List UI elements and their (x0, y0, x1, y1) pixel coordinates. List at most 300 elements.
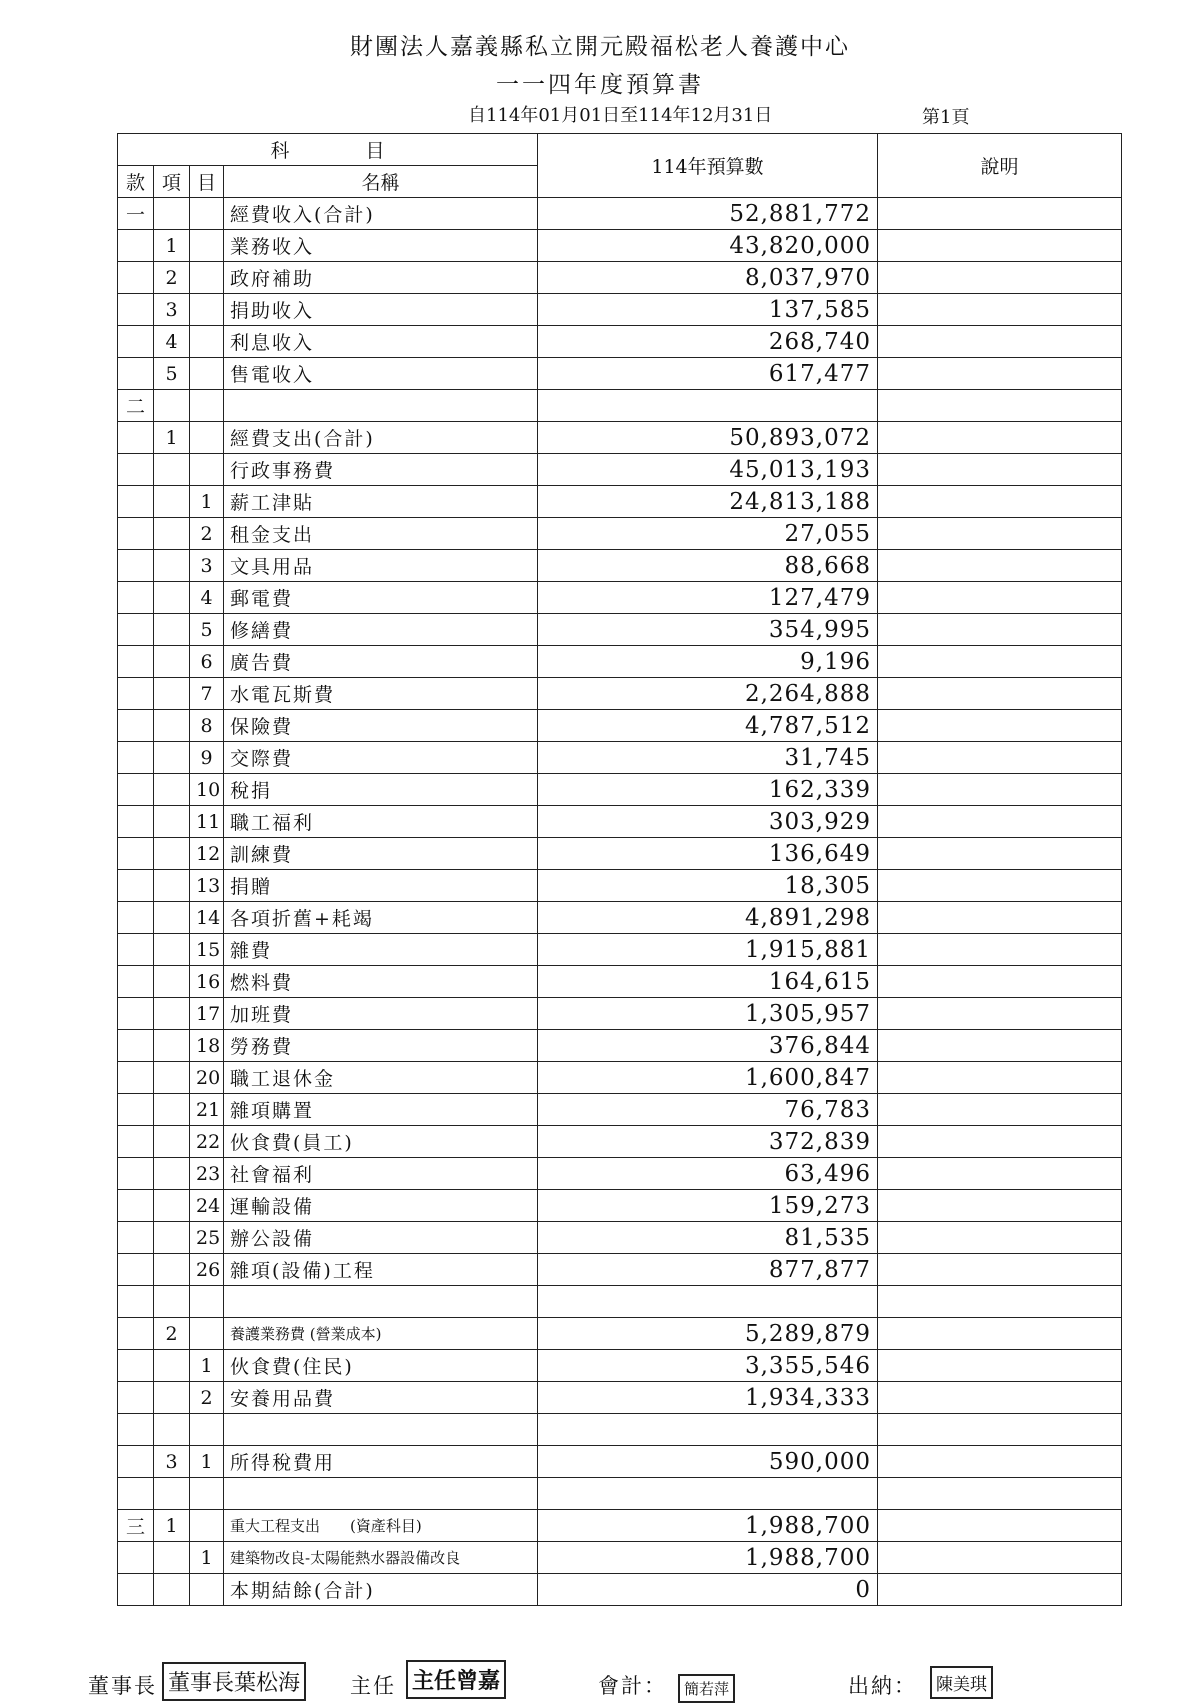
amount-cell: 81,535 (538, 1222, 878, 1254)
kuan-cell (118, 1126, 154, 1158)
kuan-cell (118, 646, 154, 678)
table-header-row-1 (118, 134, 1122, 166)
mu-cell: 24 (190, 1190, 224, 1222)
kuan-cell (118, 422, 154, 454)
amount-cell (538, 390, 878, 422)
note-cell (878, 678, 1122, 710)
note-cell (878, 742, 1122, 774)
amount-cell: 5,289,879 (538, 1318, 878, 1350)
mu-cell (190, 358, 224, 390)
xiang-cell (154, 390, 190, 422)
note-cell (878, 1126, 1122, 1158)
note-cell (878, 1190, 1122, 1222)
amount-cell: 137,585 (538, 294, 878, 326)
subject-header: 科 目 (118, 134, 538, 166)
name-cell: 利息收入 (224, 326, 538, 358)
name-cell: 所得稅費用 (224, 1446, 538, 1478)
xiang-header: 項 (154, 166, 190, 198)
table-row (118, 646, 1122, 678)
xiang-cell (154, 934, 190, 966)
mu-cell (190, 262, 224, 294)
xiang-cell (154, 1542, 190, 1574)
amount-cell (538, 1414, 878, 1446)
chairman-stamp: 董事長葉松海 (162, 1662, 306, 1701)
name-cell: 建築物改良-太陽能熱水器設備改良 (224, 1542, 538, 1574)
name-cell: 社會福利 (224, 1158, 538, 1190)
kuan-cell (118, 1414, 154, 1446)
table-row (118, 486, 1122, 518)
mu-cell: 16 (190, 966, 224, 998)
amount-cell: 31,745 (538, 742, 878, 774)
xiang-cell (154, 198, 190, 230)
name-cell: 修繕費 (224, 614, 538, 646)
mu-cell: 9 (190, 742, 224, 774)
name-cell: 租金支出 (224, 518, 538, 550)
table-row (118, 422, 1122, 454)
name-cell: 雜項購置 (224, 1094, 538, 1126)
note-cell (878, 198, 1122, 230)
amount-cell: 1,305,957 (538, 998, 878, 1030)
note-cell (878, 1158, 1122, 1190)
mu-cell: 1 (190, 1542, 224, 1574)
organization-title: 財團法人嘉義縣私立開元殿福松老人養護中心 (350, 34, 850, 60)
table-row (118, 454, 1122, 486)
name-cell: 水電瓦斯費 (224, 678, 538, 710)
note-cell (878, 1286, 1122, 1318)
kuan-cell: 一 (118, 198, 154, 230)
mu-cell: 26 (190, 1254, 224, 1286)
xiang-cell (154, 1062, 190, 1094)
xiang-cell: 1 (154, 1510, 190, 1542)
amount-cell: 268,740 (538, 326, 878, 358)
kuan-cell: 三 (118, 1510, 154, 1542)
mu-cell (190, 326, 224, 358)
kuan-cell (118, 1094, 154, 1126)
kuan-cell (118, 582, 154, 614)
xiang-cell (154, 646, 190, 678)
kuan-cell (118, 454, 154, 486)
kuan-cell (118, 1158, 154, 1190)
amount-cell: 1,988,700 (538, 1542, 878, 1574)
table-row (118, 934, 1122, 966)
amount-cell: 45,013,193 (538, 454, 878, 486)
note-cell (878, 1574, 1122, 1606)
note-cell (878, 1254, 1122, 1286)
name-cell: 交際費 (224, 742, 538, 774)
note-cell (878, 838, 1122, 870)
xiang-cell (154, 1414, 190, 1446)
amount-cell: 1,600,847 (538, 1062, 878, 1094)
amount-cell: 27,055 (538, 518, 878, 550)
note-cell (878, 1094, 1122, 1126)
mu-cell: 7 (190, 678, 224, 710)
table-row (118, 902, 1122, 934)
note-cell (878, 1478, 1122, 1510)
note-cell (878, 998, 1122, 1030)
name-cell: 雜項(設備)工程 (224, 1254, 538, 1286)
mu-cell (190, 1574, 224, 1606)
table-row (118, 1286, 1122, 1318)
kuan-cell (118, 1318, 154, 1350)
amount-cell: 24,813,188 (538, 486, 878, 518)
xiang-cell: 2 (154, 262, 190, 294)
note-cell (878, 870, 1122, 902)
table-row (118, 1190, 1122, 1222)
kuan-cell (118, 1190, 154, 1222)
mu-cell: 4 (190, 582, 224, 614)
kuan-cell (118, 1254, 154, 1286)
mu-cell: 13 (190, 870, 224, 902)
table-row (118, 1094, 1122, 1126)
name-cell (224, 1414, 538, 1446)
table-row (118, 390, 1122, 422)
name-cell: 稅捐 (224, 774, 538, 806)
xiang-cell: 3 (154, 1446, 190, 1478)
kuan-cell (118, 966, 154, 998)
table-row (118, 678, 1122, 710)
mu-cell: 11 (190, 806, 224, 838)
xiang-cell (154, 454, 190, 486)
mu-cell: 3 (190, 550, 224, 582)
amount-cell: 18,305 (538, 870, 878, 902)
table-row (118, 1030, 1122, 1062)
chairman-label: 董事長 (88, 1674, 157, 1698)
name-cell: 伙食費(住民) (224, 1350, 538, 1382)
document-title: 一一四年度預算書 (496, 72, 704, 98)
kuan-cell (118, 486, 154, 518)
table-row (118, 870, 1122, 902)
xiang-cell: 5 (154, 358, 190, 390)
kuan-cell (118, 838, 154, 870)
xiang-cell: 1 (154, 230, 190, 262)
table-row (118, 1126, 1122, 1158)
table-row (118, 1478, 1122, 1510)
name-cell (224, 1286, 538, 1318)
name-cell: 伙食費(員工) (224, 1126, 538, 1158)
xiang-cell (154, 774, 190, 806)
mu-cell: 23 (190, 1158, 224, 1190)
name-cell: 養護業務費 (營業成本) (224, 1318, 538, 1350)
amount-cell: 617,477 (538, 358, 878, 390)
mu-cell: 5 (190, 614, 224, 646)
table-row (118, 1510, 1122, 1542)
kuan-cell (118, 902, 154, 934)
xiang-cell (154, 550, 190, 582)
xiang-cell (154, 678, 190, 710)
mu-cell: 18 (190, 1030, 224, 1062)
mu-header: 目 (190, 166, 224, 198)
note-cell (878, 358, 1122, 390)
mu-cell: 25 (190, 1222, 224, 1254)
name-cell: 職工福利 (224, 806, 538, 838)
amount-cell: 63,496 (538, 1158, 878, 1190)
table-row (118, 358, 1122, 390)
amount-cell: 88,668 (538, 550, 878, 582)
xiang-cell (154, 614, 190, 646)
amount-cell (538, 1286, 878, 1318)
cashier-label: 出納： (848, 1674, 917, 1698)
note-cell (878, 614, 1122, 646)
director-label: 主任 (350, 1674, 396, 1698)
xiang-cell (154, 1350, 190, 1382)
name-cell: 郵電費 (224, 582, 538, 614)
table-row (118, 1062, 1122, 1094)
mu-cell (190, 1286, 224, 1318)
kuan-cell (118, 678, 154, 710)
name-cell: 勞務費 (224, 1030, 538, 1062)
mu-cell: 8 (190, 710, 224, 742)
note-cell (878, 1318, 1122, 1350)
mu-cell (190, 390, 224, 422)
mu-cell: 1 (190, 486, 224, 518)
xiang-cell (154, 1126, 190, 1158)
note-cell (878, 262, 1122, 294)
name-cell: 捐助收入 (224, 294, 538, 326)
amount-cell: 43,820,000 (538, 230, 878, 262)
kuan-cell (118, 1222, 154, 1254)
kuan-cell (118, 230, 154, 262)
cashier-stamp: 陳美琪 (930, 1666, 993, 1699)
note-cell (878, 934, 1122, 966)
table-row (118, 1254, 1122, 1286)
mu-cell: 2 (190, 1382, 224, 1414)
name-cell: 各項折舊+耗竭 (224, 902, 538, 934)
kuan-cell (118, 358, 154, 390)
table-row (118, 1446, 1122, 1478)
xiang-cell (154, 742, 190, 774)
name-cell: 文具用品 (224, 550, 538, 582)
name-header: 名稱 (224, 166, 538, 198)
signature-block (88, 1664, 1118, 1704)
note-cell (878, 1062, 1122, 1094)
amount-cell: 376,844 (538, 1030, 878, 1062)
name-cell: 雜費 (224, 934, 538, 966)
xiang-cell (154, 710, 190, 742)
note-cell (878, 294, 1122, 326)
table-row (118, 1542, 1122, 1574)
kuan-cell (118, 294, 154, 326)
amount-cell: 136,649 (538, 838, 878, 870)
table-row (118, 806, 1122, 838)
table-row (118, 198, 1122, 230)
table-row (118, 838, 1122, 870)
kuan-cell (118, 518, 154, 550)
xiang-cell: 4 (154, 326, 190, 358)
table-row (118, 742, 1122, 774)
mu-cell: 10 (190, 774, 224, 806)
mu-cell: 6 (190, 646, 224, 678)
name-cell (224, 1478, 538, 1510)
table-row (118, 774, 1122, 806)
table-row (118, 294, 1122, 326)
director-stamp: 主任曾嘉 (406, 1660, 506, 1699)
name-cell: 職工退休金 (224, 1062, 538, 1094)
note-cell (878, 486, 1122, 518)
note-cell (878, 1030, 1122, 1062)
table-row (118, 710, 1122, 742)
amount-cell: 162,339 (538, 774, 878, 806)
kuan-cell (118, 326, 154, 358)
table-row (118, 1574, 1122, 1606)
table-row (118, 966, 1122, 998)
xiang-cell: 1 (154, 422, 190, 454)
xiang-cell (154, 870, 190, 902)
name-cell: 燃料費 (224, 966, 538, 998)
kuan-cell (118, 1542, 154, 1574)
mu-cell: 15 (190, 934, 224, 966)
mu-cell (190, 198, 224, 230)
name-cell (224, 390, 538, 422)
note-cell (878, 230, 1122, 262)
kuan-cell (118, 614, 154, 646)
xiang-cell (154, 486, 190, 518)
mu-cell (190, 1318, 224, 1350)
note-cell (878, 550, 1122, 582)
accountant-stamp: 簡若萍 (678, 1674, 735, 1703)
kuan-cell (118, 262, 154, 294)
name-cell: 辦公設備 (224, 1222, 538, 1254)
name-cell: 政府補助 (224, 262, 538, 294)
name-cell: 運輸設備 (224, 1190, 538, 1222)
note-cell (878, 1414, 1122, 1446)
amount-cell: 2,264,888 (538, 678, 878, 710)
xiang-cell (154, 806, 190, 838)
page-number: 第1頁 (922, 107, 970, 128)
note-cell (878, 326, 1122, 358)
name-cell: 廣告費 (224, 646, 538, 678)
kuan-cell (118, 1382, 154, 1414)
table-row (118, 614, 1122, 646)
mu-cell: 1 (190, 1350, 224, 1382)
mu-cell (190, 1478, 224, 1510)
table-row (118, 326, 1122, 358)
xiang-cell (154, 1382, 190, 1414)
mu-cell: 20 (190, 1062, 224, 1094)
xiang-cell (154, 902, 190, 934)
xiang-cell (154, 1030, 190, 1062)
name-cell: 本期結餘(合計) (224, 1574, 538, 1606)
budget-table (117, 133, 1122, 1606)
name-cell: 薪工津貼 (224, 486, 538, 518)
kuan-cell (118, 1062, 154, 1094)
name-cell: 保險費 (224, 710, 538, 742)
amount-cell: 4,787,512 (538, 710, 878, 742)
amount-cell: 4,891,298 (538, 902, 878, 934)
name-cell: 捐贈 (224, 870, 538, 902)
xiang-cell (154, 1286, 190, 1318)
amount-cell: 1,915,881 (538, 934, 878, 966)
xiang-cell (154, 1478, 190, 1510)
xiang-cell (154, 838, 190, 870)
name-cell: 安養用品費 (224, 1382, 538, 1414)
amount-cell: 52,881,772 (538, 198, 878, 230)
amount-cell (538, 1478, 878, 1510)
amount-cell: 303,929 (538, 806, 878, 838)
mu-cell (190, 1510, 224, 1542)
amount-cell: 3,355,546 (538, 1350, 878, 1382)
table-row (118, 1222, 1122, 1254)
kuan-cell (118, 710, 154, 742)
table-row (118, 1414, 1122, 1446)
table-row (118, 1350, 1122, 1382)
note-header: 說明 (878, 134, 1122, 198)
xiang-cell (154, 582, 190, 614)
amount-cell: 159,273 (538, 1190, 878, 1222)
note-cell (878, 806, 1122, 838)
xiang-cell (154, 1222, 190, 1254)
accountant-label: 會計： (598, 1674, 667, 1698)
note-cell (878, 646, 1122, 678)
note-cell (878, 454, 1122, 486)
kuan-cell (118, 1030, 154, 1062)
mu-cell (190, 1414, 224, 1446)
budget-period: 自114年01月01日至114年12月31日 (468, 105, 773, 126)
amount-cell: 590,000 (538, 1446, 878, 1478)
name-cell: 重大工程支出 (資產科目) (224, 1510, 538, 1542)
xiang-cell (154, 518, 190, 550)
mu-cell: 21 (190, 1094, 224, 1126)
amount-cell: 9,196 (538, 646, 878, 678)
amount-cell: 372,839 (538, 1126, 878, 1158)
name-cell: 行政事務費 (224, 454, 538, 486)
kuan-cell (118, 1286, 154, 1318)
note-cell (878, 390, 1122, 422)
table-row (118, 998, 1122, 1030)
xiang-cell (154, 966, 190, 998)
kuan-cell (118, 806, 154, 838)
xiang-cell (154, 1158, 190, 1190)
table-row (118, 518, 1122, 550)
mu-cell (190, 454, 224, 486)
name-cell: 加班費 (224, 998, 538, 1030)
mu-cell: 12 (190, 838, 224, 870)
mu-cell (190, 294, 224, 326)
note-cell (878, 1222, 1122, 1254)
note-cell (878, 966, 1122, 998)
amount-cell: 0 (538, 1574, 878, 1606)
amount-cell: 1,988,700 (538, 1510, 878, 1542)
note-cell (878, 518, 1122, 550)
kuan-cell (118, 550, 154, 582)
note-cell (878, 1446, 1122, 1478)
note-cell (878, 1350, 1122, 1382)
note-cell (878, 582, 1122, 614)
table-row (118, 230, 1122, 262)
xiang-cell (154, 998, 190, 1030)
amount-cell: 76,783 (538, 1094, 878, 1126)
table-row (118, 1158, 1122, 1190)
note-cell (878, 774, 1122, 806)
name-cell: 經費收入(合計) (224, 198, 538, 230)
kuan-cell: 二 (118, 390, 154, 422)
table-row (118, 550, 1122, 582)
name-cell: 售電收入 (224, 358, 538, 390)
note-cell (878, 902, 1122, 934)
table-row (118, 582, 1122, 614)
amount-cell: 354,995 (538, 614, 878, 646)
amount-cell: 877,877 (538, 1254, 878, 1286)
table-row (118, 262, 1122, 294)
kuan-header: 款 (118, 166, 154, 198)
mu-cell: 2 (190, 518, 224, 550)
amount-cell: 164,615 (538, 966, 878, 998)
amount-cell: 1,934,333 (538, 1382, 878, 1414)
note-cell (878, 710, 1122, 742)
note-cell (878, 1542, 1122, 1574)
xiang-cell: 2 (154, 1318, 190, 1350)
kuan-cell (118, 870, 154, 902)
mu-cell (190, 422, 224, 454)
